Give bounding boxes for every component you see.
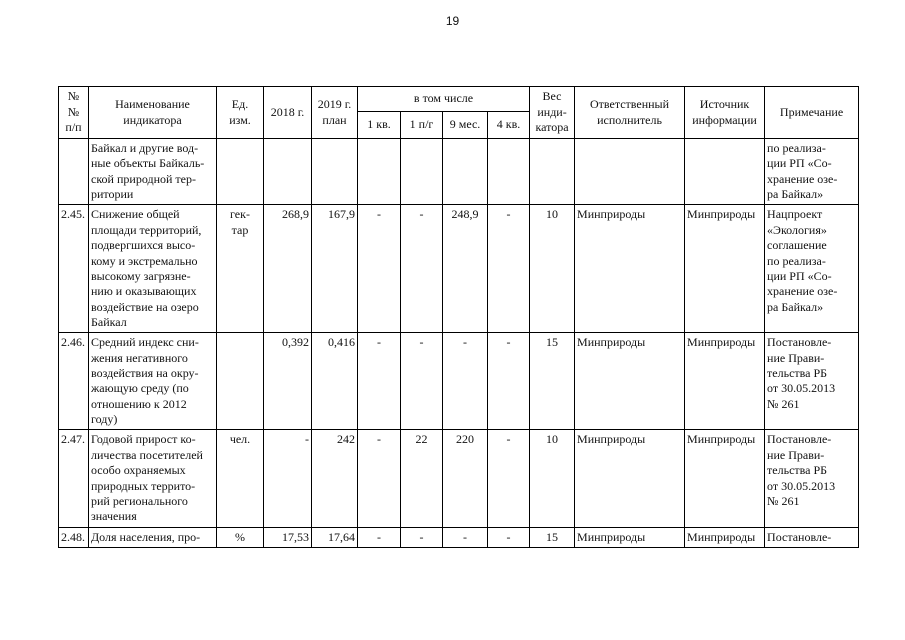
table-row: [59, 333, 859, 430]
cell-q1: -: [358, 205, 401, 333]
cell-responsible: Минприроды: [575, 430, 685, 527]
cell-responsible: [575, 139, 685, 205]
cell-9m: -: [443, 527, 488, 547]
cell-weight: [530, 139, 575, 205]
header-weight: Вес инди- катора: [530, 87, 575, 139]
header-note: Примечание: [765, 87, 859, 139]
table-body: [59, 139, 859, 548]
header-name: Наименование индикатора: [89, 87, 217, 139]
cell-note: Нацпроект «Экология» соглашение по реализа- ции РП «Со- хранение озе- ра Байкал»: [765, 205, 859, 333]
cell-num: 2.47.: [59, 430, 89, 527]
cell-name: Доля населения, про-: [89, 527, 217, 547]
cell-q1: -: [358, 430, 401, 527]
cell-2018: 17,53: [264, 527, 312, 547]
cell-9m: [443, 139, 488, 205]
table-header: [59, 87, 859, 139]
cell-h1: -: [401, 333, 443, 430]
table-row: [59, 205, 859, 333]
cell-responsible: Минприроды: [575, 527, 685, 547]
cell-name: Снижение общей площади территорий, подвергшихся высо- кому и экстремально высокому загрязне- нию и оказывающих воздействие на озеро Байкал: [89, 205, 217, 333]
cell-2019-plan: 167,9: [312, 205, 358, 333]
cell-unit: %: [217, 527, 264, 547]
cell-note: Постановле-: [765, 527, 859, 547]
header-2019-plan: 2019 г. план: [312, 87, 358, 139]
cell-source: Минприроды: [685, 430, 765, 527]
cell-q1: -: [358, 527, 401, 547]
cell-note: Постановле- ние Прави- тельства РБ от 30.05.2013 № 261: [765, 333, 859, 430]
cell-q4: -: [488, 430, 530, 527]
cell-2018: [264, 139, 312, 205]
cell-source: Минприроды: [685, 205, 765, 333]
cell-weight: 10: [530, 430, 575, 527]
cell-q4: [488, 139, 530, 205]
header-including: в том числе: [358, 87, 530, 112]
header-unit: Ед. изм.: [217, 87, 264, 139]
cell-h1: [401, 139, 443, 205]
cell-source: Минприроды: [685, 333, 765, 430]
indicators-table: [58, 86, 859, 548]
header-2018: 2018 г.: [264, 87, 312, 139]
cell-q1: [358, 139, 401, 205]
cell-note: Постановле- ние Прави- тельства РБ от 30.05.2013 № 261: [765, 430, 859, 527]
table-row: [59, 527, 859, 547]
table-row: [59, 430, 859, 527]
cell-q4: -: [488, 205, 530, 333]
header-h1: 1 п/г: [401, 112, 443, 139]
cell-2018: -: [264, 430, 312, 527]
cell-9m: 220: [443, 430, 488, 527]
cell-weight: 15: [530, 333, 575, 430]
cell-num: 2.45.: [59, 205, 89, 333]
header-q1: 1 кв.: [358, 112, 401, 139]
cell-num: 2.48.: [59, 527, 89, 547]
cell-name: Годовой прирост ко- личества посетителей особо охраняемых природных террито- рий регионального значения: [89, 430, 217, 527]
cell-num: 2.46.: [59, 333, 89, 430]
header-num: № № п/п: [59, 87, 89, 139]
header-q4: 4 кв.: [488, 112, 530, 139]
cell-h1: -: [401, 527, 443, 547]
cell-2018: 0,392: [264, 333, 312, 430]
table-row: [59, 139, 859, 205]
cell-2019-plan: 242: [312, 430, 358, 527]
cell-2019-plan: 0,416: [312, 333, 358, 430]
cell-h1: -: [401, 205, 443, 333]
cell-9m: -: [443, 333, 488, 430]
cell-unit: гек- тар: [217, 205, 264, 333]
cell-responsible: Минприроды: [575, 333, 685, 430]
cell-note: по реализа- ции РП «Со- хранение озе- ра Байкал»: [765, 139, 859, 205]
header-responsible: Ответственный исполнитель: [575, 87, 685, 139]
cell-unit: [217, 333, 264, 430]
header-9m: 9 мес.: [443, 112, 488, 139]
cell-name: Средний индекс сни- жения негативного воздействия на окру- жающую среду (по отношению к 2012 году): [89, 333, 217, 430]
cell-name: Байкал и другие вод- ные объекты Байкаль- ской природной тер- ритории: [89, 139, 217, 205]
cell-weight: 15: [530, 527, 575, 547]
cell-weight: 10: [530, 205, 575, 333]
cell-2019-plan: 17,64: [312, 527, 358, 547]
cell-2019-plan: [312, 139, 358, 205]
cell-9m: 248,9: [443, 205, 488, 333]
cell-unit: чел.: [217, 430, 264, 527]
cell-q4: -: [488, 527, 530, 547]
cell-2018: 268,9: [264, 205, 312, 333]
page-number: 19: [445, 14, 460, 28]
cell-unit: [217, 139, 264, 205]
cell-num: [59, 139, 89, 205]
cell-q4: -: [488, 333, 530, 430]
cell-q1: -: [358, 333, 401, 430]
cell-h1: 22: [401, 430, 443, 527]
cell-source: [685, 139, 765, 205]
cell-responsible: Минприроды: [575, 205, 685, 333]
header-source: Источник информации: [685, 87, 765, 139]
cell-source: Минприроды: [685, 527, 765, 547]
